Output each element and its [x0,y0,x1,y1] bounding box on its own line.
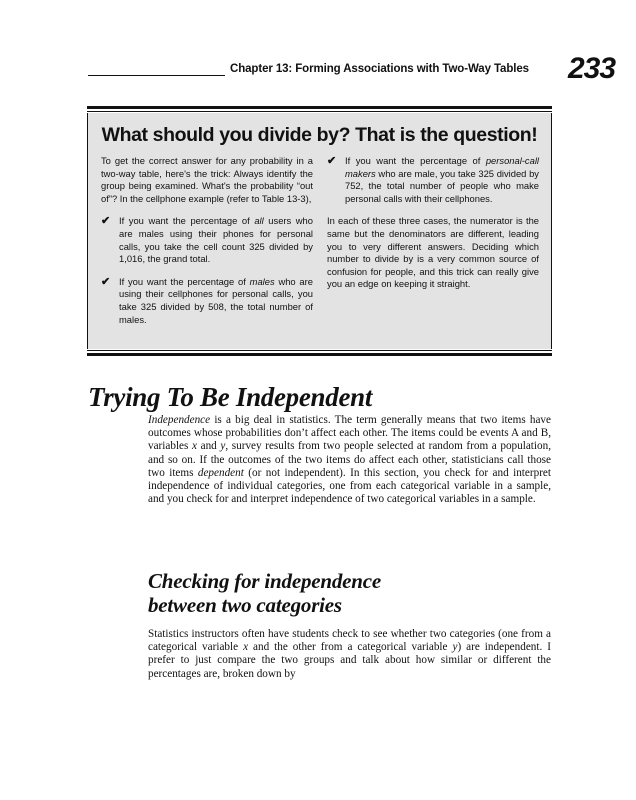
sidebar-bottom-rule [87,353,552,356]
sidebar-intro: To get the correct answer for any probability in a two-way table, here's the trick: Always identify the group being examined. What's the probability “out of”? In the cellphone example (refer to Table 13-3), [101,155,313,204]
variable-x: x [243,641,249,654]
sidebar-bullet [101,276,313,326]
text-run: and [196,440,221,453]
header-rule [88,75,225,76]
bullet-text-post: who are using their cellphones for personal calls, you take 325 divided by 508, the total number of males. [119,275,313,325]
check-icon: ✔ [101,215,111,228]
sidebar-title: What should you divide by? That is the question! [101,124,538,146]
chapter-title: Chapter 13: Forming Associations with Two-Way Tables [230,63,529,75]
term-dependent: dependent [197,466,244,479]
text-run: ) are independent. I prefer to just compare the two groups and talk about how similar or different the percentages are, broken down by [148,641,551,680]
check-icon: ✔ [101,275,111,288]
text-run: is a big deal in statistics. The term generally means that two items have outcomes whose probabilities don’t affect each other. The items could be events A and B, variables [148,414,551,453]
variable-x: x [192,440,197,453]
bullet-text-emphasis: personal-call makers [345,155,539,179]
running-header [88,54,618,86]
body-paragraph-checking [148,628,551,681]
text-run: Statistics instructors often have students check to see whether two categories (one from a categorical variable [148,628,551,654]
sidebar-bottom-rule-thin [87,350,552,351]
bullet-text-pre: If you want the percentage of [119,215,255,227]
sidebar-conclusion: In each of these three cases, the numerator is the same but the denominators are different, leading you to very different answers. Deciding which number to divide by is a very common source of confusion for people, and this trick can really give you an edge on keeping it straight. [327,215,539,290]
variable-y: y [220,440,226,453]
sidebar-column-right [327,155,539,301]
subsection-heading [148,569,551,617]
bullet-text-emphasis: males [249,275,275,287]
subsection-heading-line-2: between two categories [148,593,342,617]
sidebar-top-rule [87,106,552,109]
section-heading: Trying To Be Independent [88,382,373,412]
sidebar-bullet [327,155,539,205]
subsection-heading-line-1: Checking for independence [148,569,381,593]
bullet-text-post: who are male, you take 325 divided by 752, the total number of people who make personal calls with their cellphones. [345,167,539,204]
page-number: 233 [568,52,616,85]
bullet-text-post: users who are males using their phones for personal calls, you take the cell count 325 divided by 1,016, the grand total. [119,215,313,265]
bullet-text-emphasis: all [254,215,264,227]
sidebar-column-left [101,155,313,336]
term-independence: Independence [148,414,211,426]
bullet-text-pre: If you want the percentage of [119,275,250,287]
variable-y: y [452,641,458,654]
sidebar-box [87,113,552,349]
sidebar-bullet [101,215,313,265]
text-run: (or not independent). In this section, you check for and interpret independence of individual categories, one from each categorical variable in a sample, and you check for and interpret independence of two categorical variables in a sample. [148,466,551,506]
text-run: , survey results from two people selected at random from a population, and so on. If the outcomes of the two items do affect each other, statisticians call those two items [148,440,552,479]
text-run: and the other from a categorical variable [248,641,453,654]
check-icon: ✔ [327,155,337,167]
bullet-text-pre: If you want the percentage of [345,155,486,166]
sidebar-top-rule-thin [87,111,552,112]
body-paragraph-independence [148,414,551,506]
